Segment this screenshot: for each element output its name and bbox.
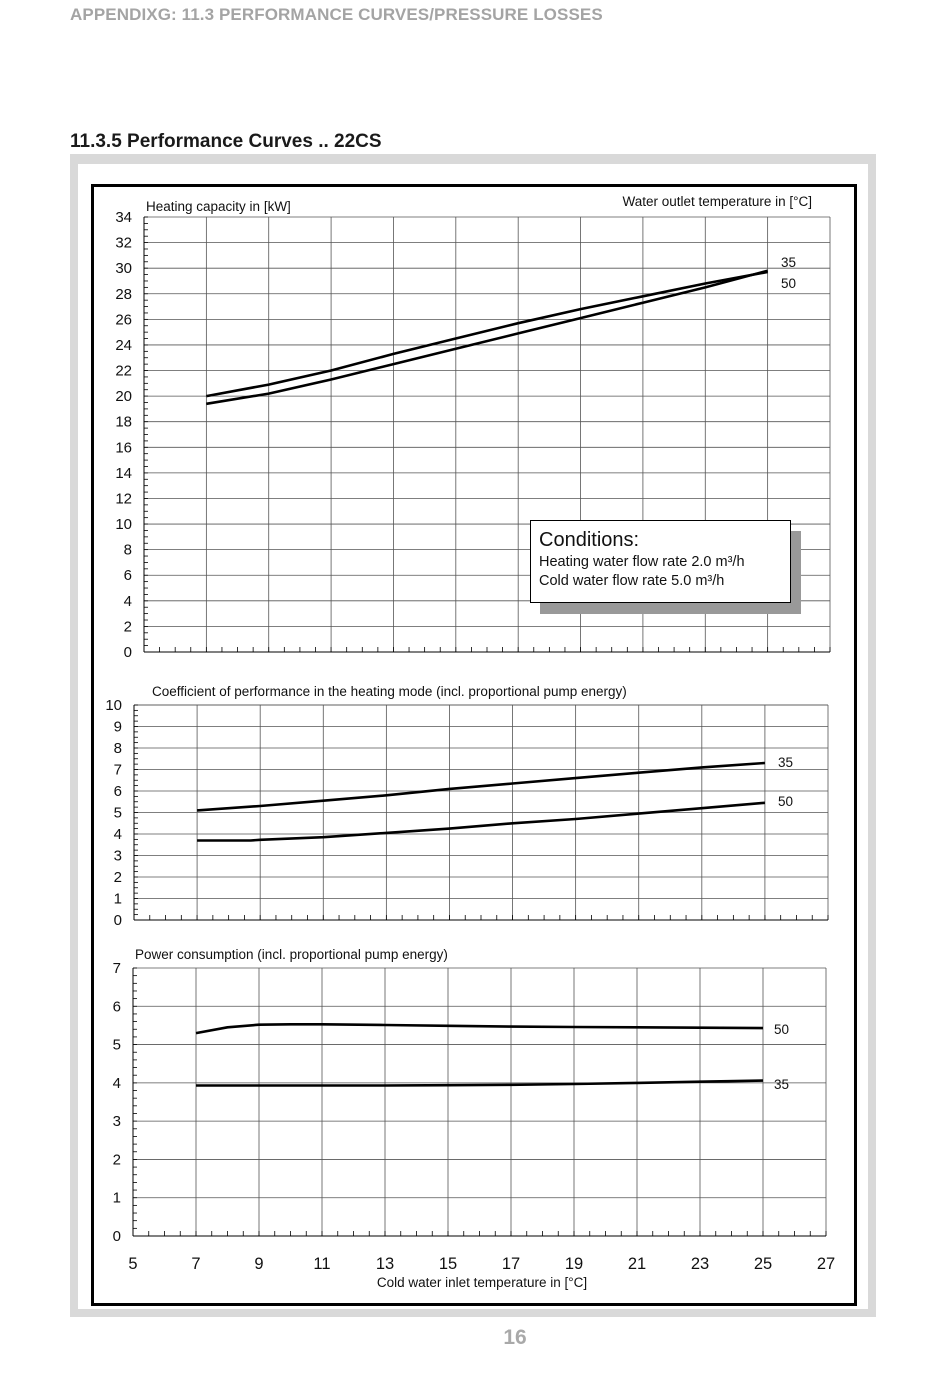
y-tick-label: 20 xyxy=(115,388,132,406)
series-label-35: 35 xyxy=(778,755,794,770)
series-line-35 xyxy=(197,763,765,810)
y-tick-label: 30 xyxy=(115,260,132,278)
x-tick-label: 27 xyxy=(816,1255,836,1273)
y-tick-label: 24 xyxy=(115,336,132,354)
conditions-cold-flow: Cold water flow rate 5.0 m³/h xyxy=(539,573,725,589)
y-tick-label: 3 xyxy=(112,1113,121,1131)
chart-title: Heating capacity in [kW] xyxy=(146,199,291,214)
y-tick-label: 4 xyxy=(112,1074,121,1092)
conditions-title: Conditions: xyxy=(539,529,640,551)
y-tick-label: 8 xyxy=(113,740,122,757)
legend-title: Water outlet temperature in [°C] xyxy=(622,194,812,209)
x-tick-label: 9 xyxy=(254,1255,264,1273)
y-tick-label: 7 xyxy=(113,761,122,779)
x-tick-label: 19 xyxy=(564,1255,584,1273)
y-tick-label: 2 xyxy=(123,618,132,636)
x-tick-label: 25 xyxy=(753,1255,773,1273)
y-tick-label: 2 xyxy=(113,869,122,886)
y-tick-label: 5 xyxy=(112,1036,121,1054)
chart-title: Coefficient of performance in the heating mode (incl. proportional pump energy) xyxy=(152,684,627,699)
series-label-50: 50 xyxy=(778,794,794,809)
x-tick-label: 11 xyxy=(313,1255,331,1273)
page-number: 16 xyxy=(503,1326,527,1349)
y-tick-label: 14 xyxy=(115,464,132,482)
y-tick-label: 26 xyxy=(115,311,132,329)
y-tick-label: 9 xyxy=(113,718,122,736)
x-tick-label: 21 xyxy=(627,1255,647,1273)
y-tick-label: 10 xyxy=(105,697,122,714)
y-tick-label: 4 xyxy=(113,826,122,843)
series-label-35: 35 xyxy=(781,255,797,270)
y-tick-label: 10 xyxy=(115,516,132,534)
section-title: 11.3.5 Performance Curves .. 22CS xyxy=(70,131,382,152)
series-label-35: 35 xyxy=(774,1077,790,1092)
y-tick-label: 12 xyxy=(115,490,132,508)
y-tick-label: 6 xyxy=(112,998,121,1016)
x-tick-label: 13 xyxy=(375,1255,395,1273)
y-tick-label: 2 xyxy=(112,1151,121,1169)
y-tick-label: 28 xyxy=(115,285,132,303)
x-tick-label: 17 xyxy=(501,1255,521,1273)
y-tick-label: 6 xyxy=(113,783,122,800)
y-tick-label: 0 xyxy=(112,1228,121,1245)
y-tick-label: 3 xyxy=(113,847,122,865)
x-tick-label: 7 xyxy=(191,1255,201,1273)
y-tick-label: 18 xyxy=(115,413,132,431)
x-tick-label: 5 xyxy=(128,1255,138,1273)
x-tick-label: 15 xyxy=(438,1255,458,1273)
y-tick-label: 22 xyxy=(115,362,132,380)
y-tick-label: 6 xyxy=(123,567,132,585)
appendix-header: APPENDIXG: 11.3 PERFORMANCE CURVES/PRESSURE LOSSES xyxy=(70,5,603,24)
series-label-50: 50 xyxy=(781,276,797,291)
y-tick-label: 32 xyxy=(115,234,132,252)
y-tick-label: 8 xyxy=(123,541,132,559)
x-tick-label: 23 xyxy=(690,1255,710,1273)
y-tick-label: 7 xyxy=(112,960,121,977)
y-tick-label: 4 xyxy=(123,592,132,610)
y-tick-label: 0 xyxy=(113,912,122,929)
chart-title: Power consumption (incl. proportional pump energy) xyxy=(135,947,448,962)
conditions-heating-flow: Heating water flow rate 2.0 m³/h xyxy=(539,554,745,570)
series-line-35 xyxy=(206,272,767,396)
series-line-50 xyxy=(197,803,765,841)
conditions-box xyxy=(530,520,791,603)
series-line-50 xyxy=(206,271,767,404)
y-tick-label: 5 xyxy=(113,804,122,822)
x-axis-label: Cold water inlet temperature in [°C] xyxy=(376,1275,588,1290)
y-tick-label: 16 xyxy=(115,439,132,457)
y-tick-label: 34 xyxy=(115,209,132,226)
y-tick-label: 1 xyxy=(113,890,122,908)
series-label-50: 50 xyxy=(774,1022,790,1037)
series-line-50 xyxy=(196,1024,763,1033)
y-tick-label: 0 xyxy=(123,644,132,661)
y-tick-label: 1 xyxy=(112,1189,121,1207)
